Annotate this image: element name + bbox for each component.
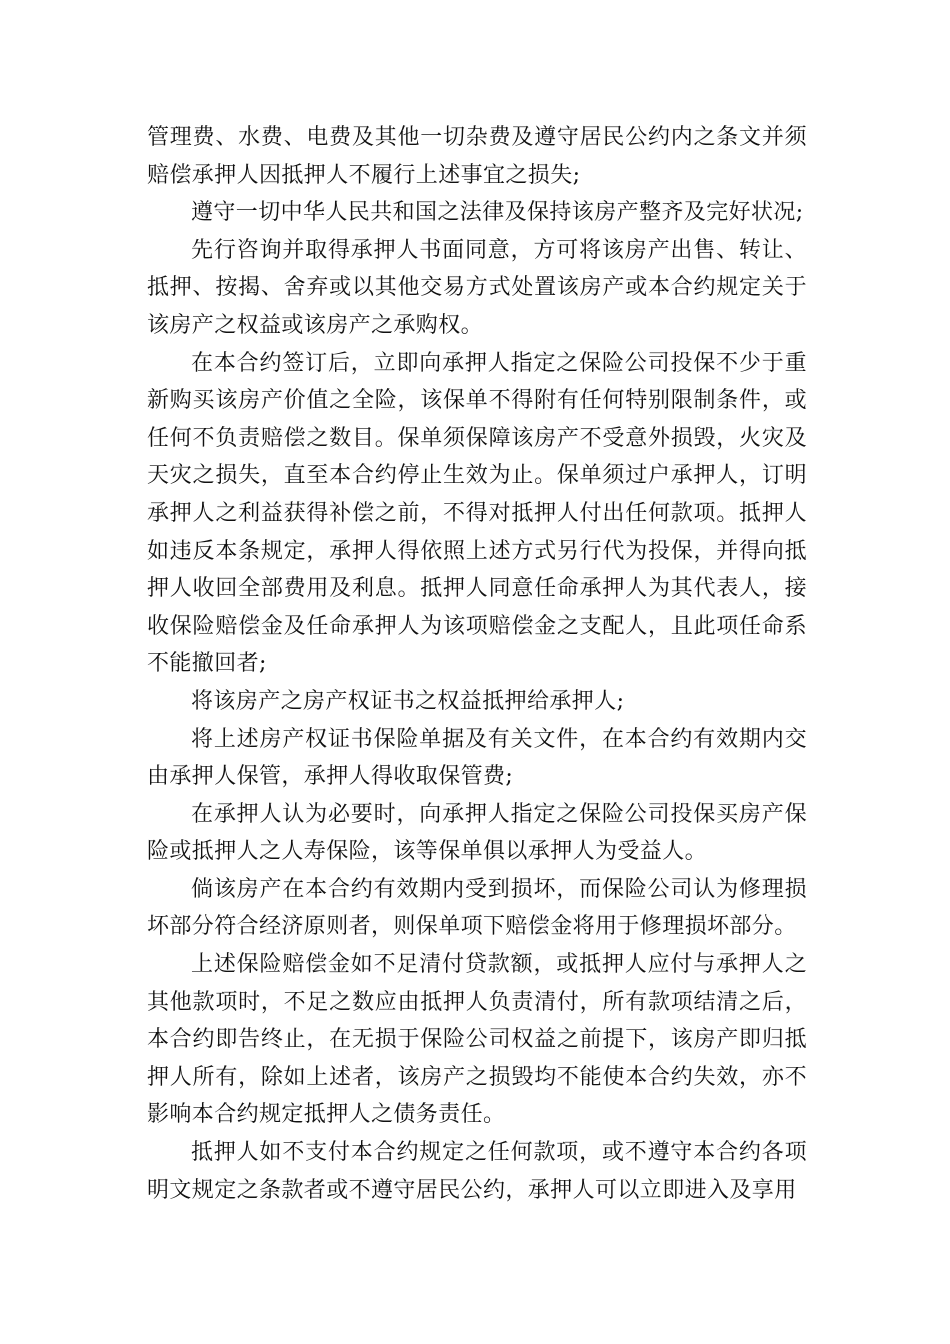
paragraph-8: 倘该房产在本合约有效期内受到损坏，而保险公司认为修理损坏部分符合经济原则者，则保单项下赔偿金将用于修理损坏部分。 xyxy=(147,876,807,940)
paragraph-6: 将上述房产权证书保险单据及有关文件，在本合约有效期内交由承押人保管，承押人得收取保管费; xyxy=(147,726,807,790)
paragraph-3: 先行咨询并取得承押人书面同意，方可将该房产出售、转让、抵押、按揭、舍弃或以其他交易方式处置该房产或本合约规定关于该房产之权益或该房产之承购权。 xyxy=(147,237,807,338)
paragraph-4: 在本合约签订后，立即向承押人指定之保险公司投保不少于重新购买该房产价值之全险，该保单不得附有任何特别限制条件，或任何不负责赔偿之数目。保单须保障该房产不受意外损毁，火灾及天灾之损失，直至本合约停止生效为止。保单须过户承押人，订明承押人之利益获得补偿之前，不得对抵押人付出任何款项。抵押人如违反本条规定，承押人得依照上述方式另行代为投保，并得向抵押人收回全部费用及利息。抵押人同意任命承押人为其代表人，接收保险赔偿金及任命承押人为该项赔偿金之支配人，且此项任命系不能撤回者; xyxy=(147,350,807,677)
paragraph-5: 将该房产之房产权证书之权益抵押给承押人; xyxy=(191,688,625,714)
paragraph-10: 抵押人如不支付本合约规定之任何款项，或不遵守本合约各项明文规定之条款者或不遵守居民公约，承押人可以立即进入及享用 xyxy=(147,1140,807,1203)
paragraph-1-continued: 管理费、水费、电费及其他一切杂费及遵守居民公约内之条文并须赔偿承押人因抵押人不履行上述事宜之损失; xyxy=(147,125,807,188)
paragraph-2: 遵守一切中华人民共和国之法律及保持该房产整齐及完好状况; xyxy=(191,200,804,226)
paragraph-7: 在承押人认为必要时，向承押人指定之保险公司投保买房产保险或抵押人之人寿保险，该等保单俱以承押人为受益人。 xyxy=(147,801,807,865)
paragraph-9: 上述保险赔偿金如不足清付贷款额，或抵押人应付与承押人之其他款项时，不足之数应由抵押人负责清付，所有款项结清之后，本合约即告终止，在无损于保险公司权益之前提下，该房产即归抵押人所有，除如上述者，该房产之损毁均不能使本合约失效，亦不影响本合约规定抵押人之债务责任。 xyxy=(147,952,807,1128)
document-body xyxy=(147,119,807,1209)
